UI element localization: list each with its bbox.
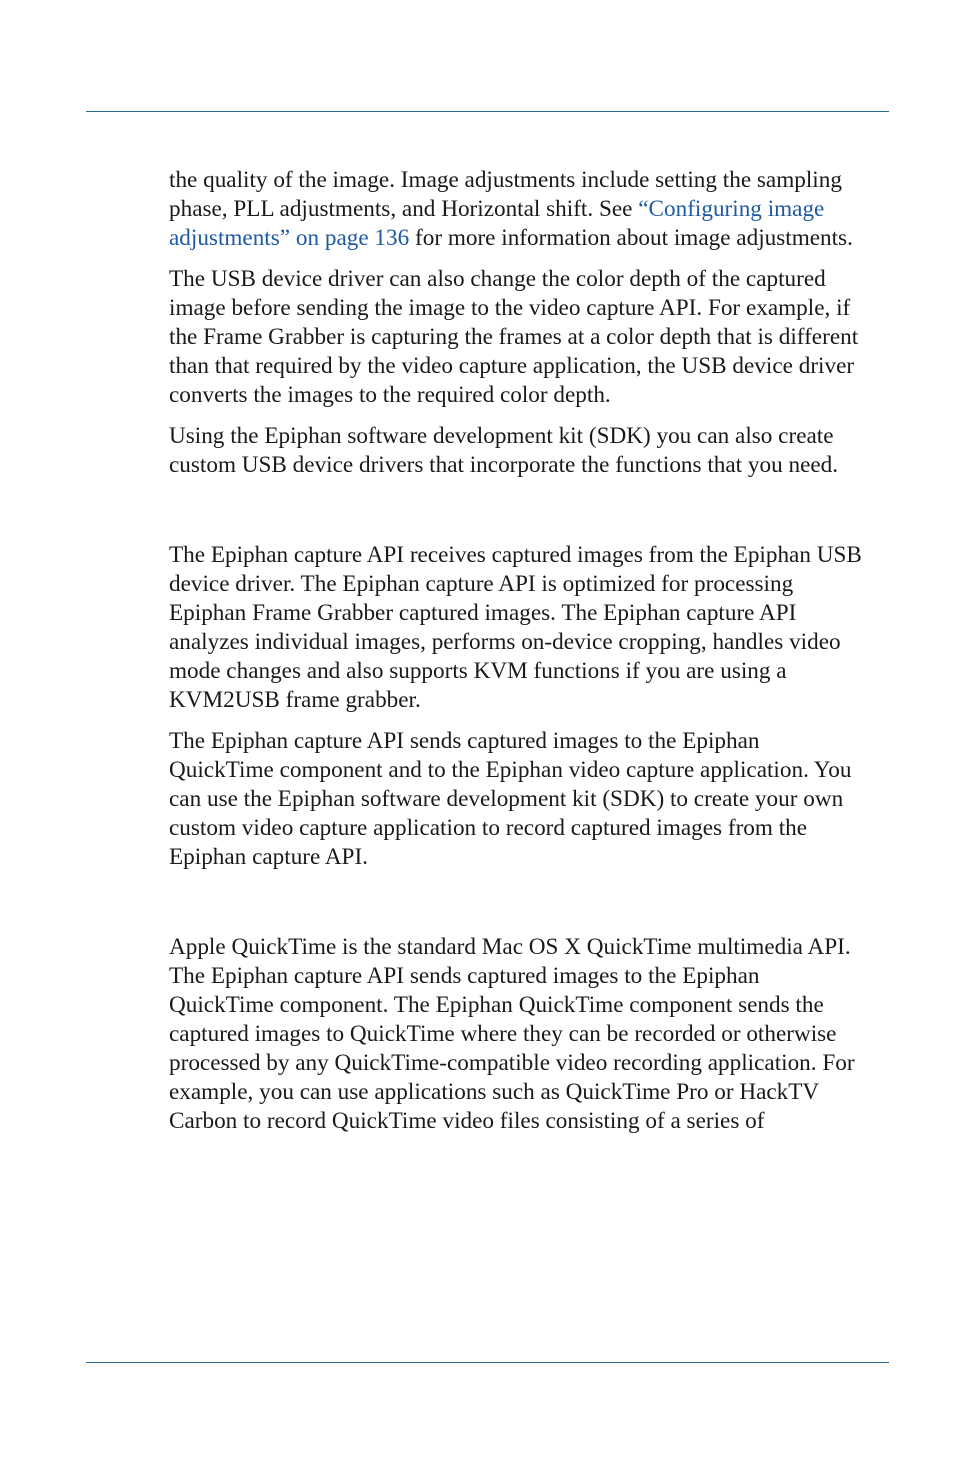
footer-rule (86, 1362, 889, 1363)
configuring-image-adjustments-link[interactable]: “Configuring image adjustments” on page 136 (169, 196, 825, 251)
paragraph-sdk-drivers: Using the Epiphan software development kit (SDK) you can also create custom USB device drivers that incorporate the functions that you need. (169, 423, 839, 478)
paragraph-color-depth: The USB device driver can also change the color depth of the captured image before sending the image to the video capture API. For example, if the Frame Grabber is capturing the frames at a color depth that is different than that required by the video capture application, the USB device driver converts the images to the required color depth. (169, 266, 859, 408)
paragraph-text: for more information about image adjustments. (409, 225, 853, 251)
paragraph-text: the quality of the image. Image adjustments include setting the sampling phase, PLL adjustments, and Horizontal shift. See (169, 167, 842, 222)
paragraph-apple-quicktime: Apple QuickTime is the standard Mac OS X QuickTime multimedia API. The Epiphan capture API sends captured images to the Epiphan QuickTime component. The Epiphan QuickTime component sends the captured images to QuickTime where they can be recorded or otherwise processed by any QuickTime-compatible video recording application. For example, you can use applications such as QuickTime Pro or HackTV Carbon to record QuickTime video files consisting of a series of (169, 934, 855, 1134)
paragraph-capture-api-sends: The Epiphan capture API sends captured images to the Epiphan QuickTime component and to the Epiphan video capture application. You can use the Epiphan software development kit (SDK) to create your own custom video capture application to record captured images from the Epiphan capture API. (169, 728, 852, 870)
document-body (169, 166, 869, 1148)
header-rule (86, 111, 889, 112)
paragraph-capture-api: The Epiphan capture API receives captured images from the Epiphan USB device driver. The Epiphan capture API is optimized for processing Epiphan Frame Grabber captured images. The Epiphan capture API analyzes individual images, performs on-device cropping, handles video mode changes and also supports KVM functions if you are using a KVM2USB frame grabber. (169, 542, 862, 713)
paragraph-image-adjustments (169, 166, 869, 253)
